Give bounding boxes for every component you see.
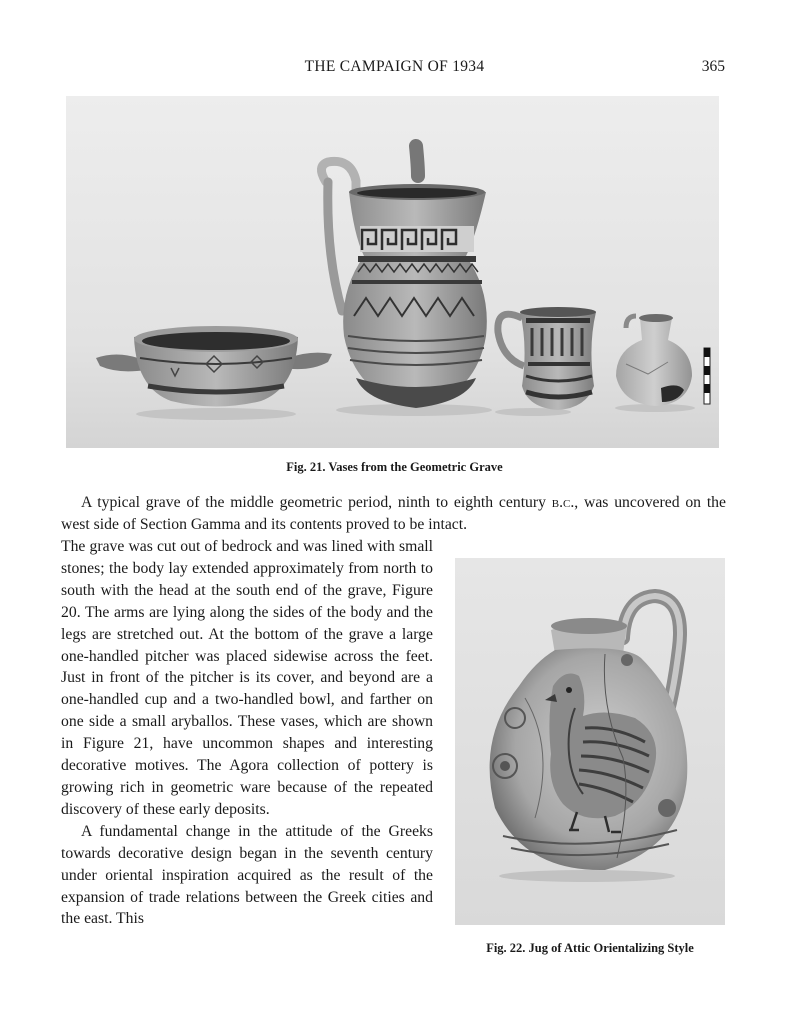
body-paragraph-1: The grave was cut out of bedrock and was lined with small stones; the body lay extended approximately from north to south with the head at the south end of the grave, Figure 20. The arms are lying along the sides of the body and the legs are stretched out. At the bottom of the grave a large one-handled pitcher was placed sidewise across the feet. Just in front of the pitcher is its cover, and beyond are a one-handled cup and a two-handled bowl, and farther on one side a small aryballos. These vases, which are shown in Figure 21, have uncommon shapes and interesting decorative motives. The Agora collection of pottery is growing rich in geometric ware because of the repeated discovery of these early deposits. (61, 538, 433, 818)
era-abbreviation: b.c. (551, 494, 575, 511)
figure-22-caption: Fig. 22. Jug of Attic Orientalizing Style (486, 941, 694, 955)
running-head (0, 58, 789, 80)
figure-21-caption: Fig. 21. Vases from the Geometric Grave (286, 460, 503, 474)
figure-21-photo (66, 96, 719, 448)
running-title: THE CAMPAIGN OF 1934 (304, 58, 485, 75)
body-column (61, 536, 433, 930)
page-number: 365 (701, 58, 725, 75)
body-paragraph-2: A fundamental change in the attitude of the Greeks towards decorative design began in the seventh century under oriental inspiration acquired as the result of the expansion of trade relations between the Greek cities and the east. This (61, 822, 433, 928)
intro-paragraph (61, 492, 726, 535)
scale-bar (704, 348, 710, 404)
intro-text-start: A typical grave of the middle geometric period, ninth to eighth century (81, 494, 552, 511)
intro-text-end: , was uncovered on the west side of Section Gamma and its contents proved to be intact. (61, 494, 726, 533)
figure-22-photo (455, 558, 725, 925)
